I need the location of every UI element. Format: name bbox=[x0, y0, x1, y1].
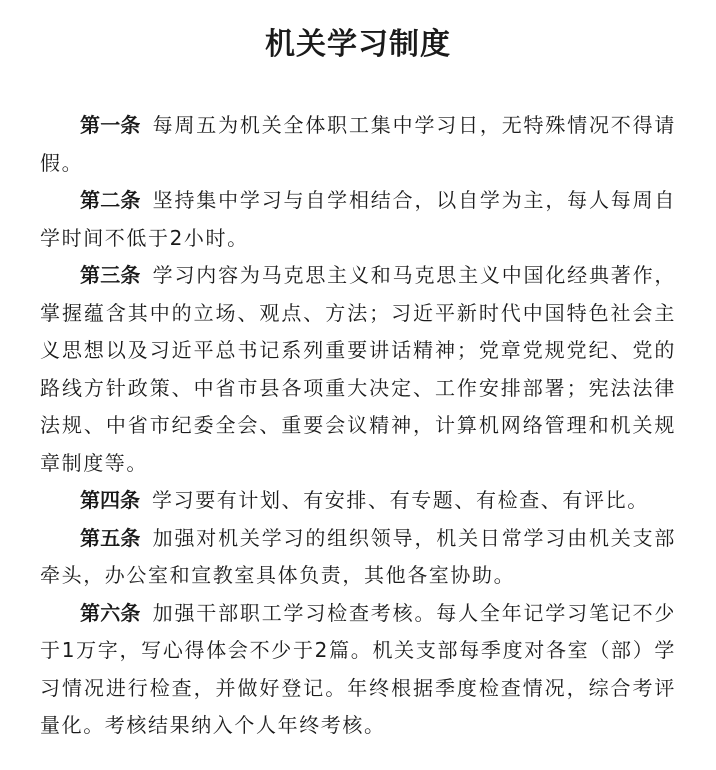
article-number: 第六条 bbox=[80, 600, 141, 625]
article-text: 加强干部职工学习检查考核。每人全年记学习笔记不少于1万字，写心得体会不少于2篇。机关支部每季度对各室（部）学习情况进行检查，并做好登记。年终根据季度检查情况，综合考评量化。考核结果纳入个人年终考核。 bbox=[40, 600, 677, 737]
article-text: 加强对机关学习的组织领导，机关日常学习由机关支部牵头，办公室和宣教室具体负责，其他各室协助。 bbox=[40, 525, 677, 587]
article-list bbox=[40, 107, 676, 745]
document bbox=[40, 0, 676, 770]
article-number: 第一条 bbox=[80, 113, 141, 137]
article-6 bbox=[40, 595, 676, 745]
article-number: 第四条 bbox=[80, 488, 140, 512]
article-number: 第三条 bbox=[80, 263, 141, 287]
article-text: 坚持集中学习与自学相结合，以自学为主，每人每周自学时间不低于2小时。 bbox=[40, 188, 677, 250]
article-4 bbox=[40, 482, 676, 520]
article-2 bbox=[40, 182, 676, 257]
document-title: 机关学习制度 bbox=[265, 27, 451, 62]
article-3 bbox=[40, 257, 676, 482]
article-number: 第二条 bbox=[80, 188, 141, 212]
article-text: 每周五为机关全体职工集中学习日，无特殊情况不得请假。 bbox=[40, 113, 677, 175]
article-1 bbox=[40, 107, 676, 182]
article-5 bbox=[40, 520, 676, 595]
article-text: 学习要有计划、有安排、有专题、有检查、有评比。 bbox=[152, 488, 649, 512]
article-text: 学习内容为马克思主义和马克思主义中国化经典著作，掌握蕴含其中的立场、观点、方法；习近平新时代中国特色社会主义思想以及习近平总书记系列重要讲话精神；党章党规党纪、党的路线方针政策、中省市县各项重大决定、工作安排部署；宪法法律法规、中省市纪委全会、重要会议精神，计算机网络管理和机关规章制度等。 bbox=[40, 263, 677, 475]
article-number: 第五条 bbox=[80, 525, 141, 550]
